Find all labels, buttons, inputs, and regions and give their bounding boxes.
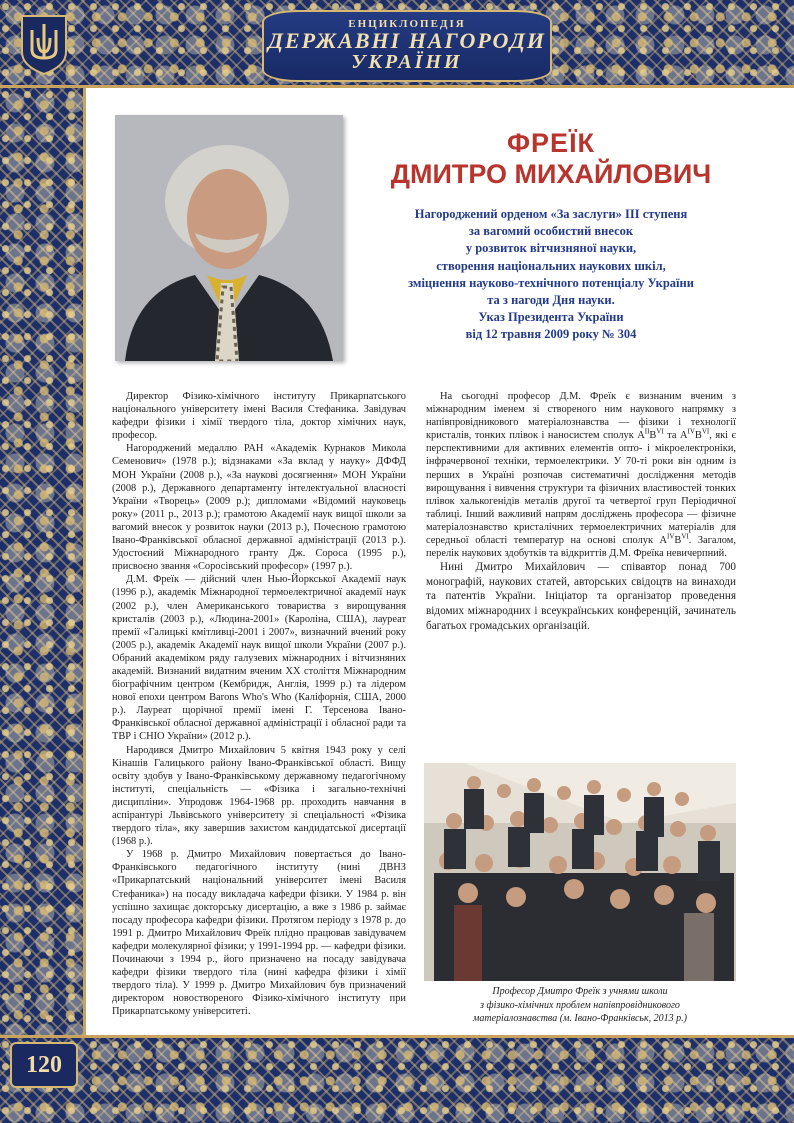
trident-icon	[18, 12, 70, 76]
body-column-right	[426, 390, 736, 633]
text: На сьогодні професор Д.М. Фреїк є визнаним вченим з міжнародним іменем зі створеного ним наукового напрямку з напівпровідникового матеріалознавства — фізики і технології кристалів, тонких плівок і наносистем сполук A	[426, 391, 736, 442]
body-column-left	[112, 390, 406, 1019]
superscript: IV	[687, 427, 695, 436]
award-line: створення національних наукових шкіл,	[436, 258, 666, 273]
caption-line: матеріалознавства (м. Івано-Франківськ, 2013 р.)	[473, 1013, 687, 1024]
award-line: у розвиток вітчизняної науки,	[465, 241, 637, 256]
group-photo	[424, 763, 736, 981]
portrait-photo	[115, 115, 343, 361]
text: . Загалом, перелік наукових здобутків та відкриттів Д.М. Фреїка невичерпний.	[426, 535, 736, 560]
award-line: та з нагоди Дня науки.	[487, 293, 615, 308]
paragraph: Нагороджений медаллю РАН «Академік Курнаков Микола Семенович» (1978 р.); відзнаками «За вклад у науку» ДФФД МОН України (2008 р.), «За наукові досягнення» МОН України (2008 р.), Державного департаменту інтелектуальної власності України «Творець» (2009 р.); дипломами «Відомий науковець року» (2011 р., 2013 р.); грамотою Академії наук вищої школи за вагомий внесок у розвиток науки (2013 р.), Почесною грамотою Івано-Франківської обласної державної адміністрації (2013 р.). Удостоєний Міжнародного гранту Дж. Сороса (1995 р.), присвоєно звання «Соросівський професор» (1997 р.).	[112, 443, 406, 573]
superscript: VI	[701, 427, 710, 436]
caption-line: з фізико-хімічних проблем напівпровідникового	[480, 999, 680, 1011]
paragraph	[426, 390, 736, 560]
award-line: Нагороджений орденом «За заслуги» ІІІ ступеня	[414, 207, 688, 221]
bottom-ornament-band	[0, 1035, 794, 1123]
page-number: 120	[10, 1042, 78, 1088]
paragraph: У 1968 р. Дмитро Михайлович повертається до Івано-Франківського педагогічного інституту (нині ДВНЗ «Прикарпатський національний університет імені Василя Стефаника») на посаду викладача кафедри фізики. У 1984 р. він успішно захищає докторську дисертацію, а вже з 1986 р. займає посаду професора кафедри фізики. Протягом періоду з 1978 р. до 1991 р. Дмитро Михайлович Фреїк плідно працював завідувачем кафедри молекулярної фізики; у 1991-1994 рр. — кафедри фізики. Починаючи з 1994 р., його призначено на посаду завідувача кафедри фізики твердого тіла (нині кафедра фізики і хімії твердого тіла). У 1999 р. Дмитро Михайлович був призначений директором новоствореного Фізико-хімічного інституту при Прикарпатському університеті.	[112, 849, 406, 1018]
superscript: VI	[681, 532, 689, 541]
series-title-line1: ДЕРЖАВНІ НАГОРОДИ	[267, 28, 547, 53]
series-title-line2: УКРАЇНИ	[351, 51, 463, 73]
award-line: за вагомий особистий внесок	[468, 224, 634, 239]
caption-line: Професор Дмитро Фреїк з учнями школи	[492, 986, 668, 997]
text: та A	[663, 430, 688, 442]
superscript: VI	[656, 427, 664, 436]
award-line: від 12 травня 2009 року № 304	[465, 327, 637, 342]
text: , які є перспективними для активних елементів опто- і мікроелектроніки, інфрачервоної техніки, термоелектрики. У 70-ті роки він одним із перших в Україні розпочав систематичні дослідження методів вирощування і вивчення структури та фізичних властивостей тонких плівок халькогенідів металів другої та четвертої груп Періодичної таблиці. Інший важливий напрям досліджень професора — фізичне матеріалознавство кристалічних термоелектричних матеріалів для середньої області температур на основі сполук A	[426, 430, 737, 547]
award-line: зміцнення науково-технічного потенціалу України	[408, 275, 694, 290]
paragraph: Народився Дмитро Михайлович 5 квітня 1943 року у селі Кінашів Галицького району Івано-Франківської області. Вищу освіту здобув у Івано-Франківському державному педагогічному інституті, спеціальність — «Фізика і загально-технічні дисципліни». Упродовж 1964-1968 рр. проходить навчання в аспірантурі Львівського університету зі спеціальності «Фізика твердого тіла», яку завершив захистом кандидатської дисертації (1968 р.).	[112, 744, 406, 848]
award-citation	[370, 206, 732, 344]
superscript: II	[644, 427, 650, 436]
given-names: ДМИТРО МИХАЙЛОВИЧ	[390, 159, 712, 189]
photo-caption	[424, 985, 736, 1026]
series-label: ЕНЦИКЛОПЕДІЯ	[348, 18, 466, 30]
encyclopedia-header	[262, 10, 552, 82]
left-ornament-band	[0, 88, 86, 1035]
paragraph: Директор Фізико-хімічного інституту Прикарпатського національного університету імені Василя Стефаника. Завідувач кафедри фізики і хімії твердого тіла, доктор хімічних наук, професор.	[112, 391, 406, 442]
surname: ФРЕЇК	[507, 128, 595, 158]
text: B	[649, 430, 657, 442]
superscript: IV	[667, 532, 675, 541]
paragraph: Нині Дмитро Михайлович — співавтор понад 700 монографій, наукових статей, авторських свідоцтв на винаходи та патентів України. Ініціатор та організатор проведення відомих міжнародних і всеукраїнських конференцій, зачинатель багатьох громадських організацій.	[426, 561, 736, 632]
text: B	[694, 430, 702, 442]
text: B	[674, 535, 682, 547]
paragraph: Д.М. Фреїк — дійсний член Нью-Йоркської Академії наук (1996 р.), академік Міжнародної термоелектричної академії наук (2002 р.), член Американського товариства з вирощування кристалів (2003 р.), «Людина-2001» (Кароліна, США), лауреат премії «Галицькі кмітливці-2001 і 2007», визначний вчений року (2005 р.), академік Академії наук вищої школи України (2007 р.). Обраний академіком ряду галузевих міжнародних і вітчизняних академій. Визнаний видатним вченим XX століття Міжнародним біографічним центром (Кембридж, Англія, 1999 р.) та лідером нової епохи центром Barons Who's Who (Каліфорнія, США, 2000 р.). Лауреат щорічної премії імені Г. Терсенова Івано-Франківської обласної державної адміністрації і обласної ради та ТВР і СНІО України» (2012 р.).	[112, 574, 406, 743]
award-line: Указ Президента України	[478, 310, 624, 325]
name-block	[370, 128, 732, 344]
